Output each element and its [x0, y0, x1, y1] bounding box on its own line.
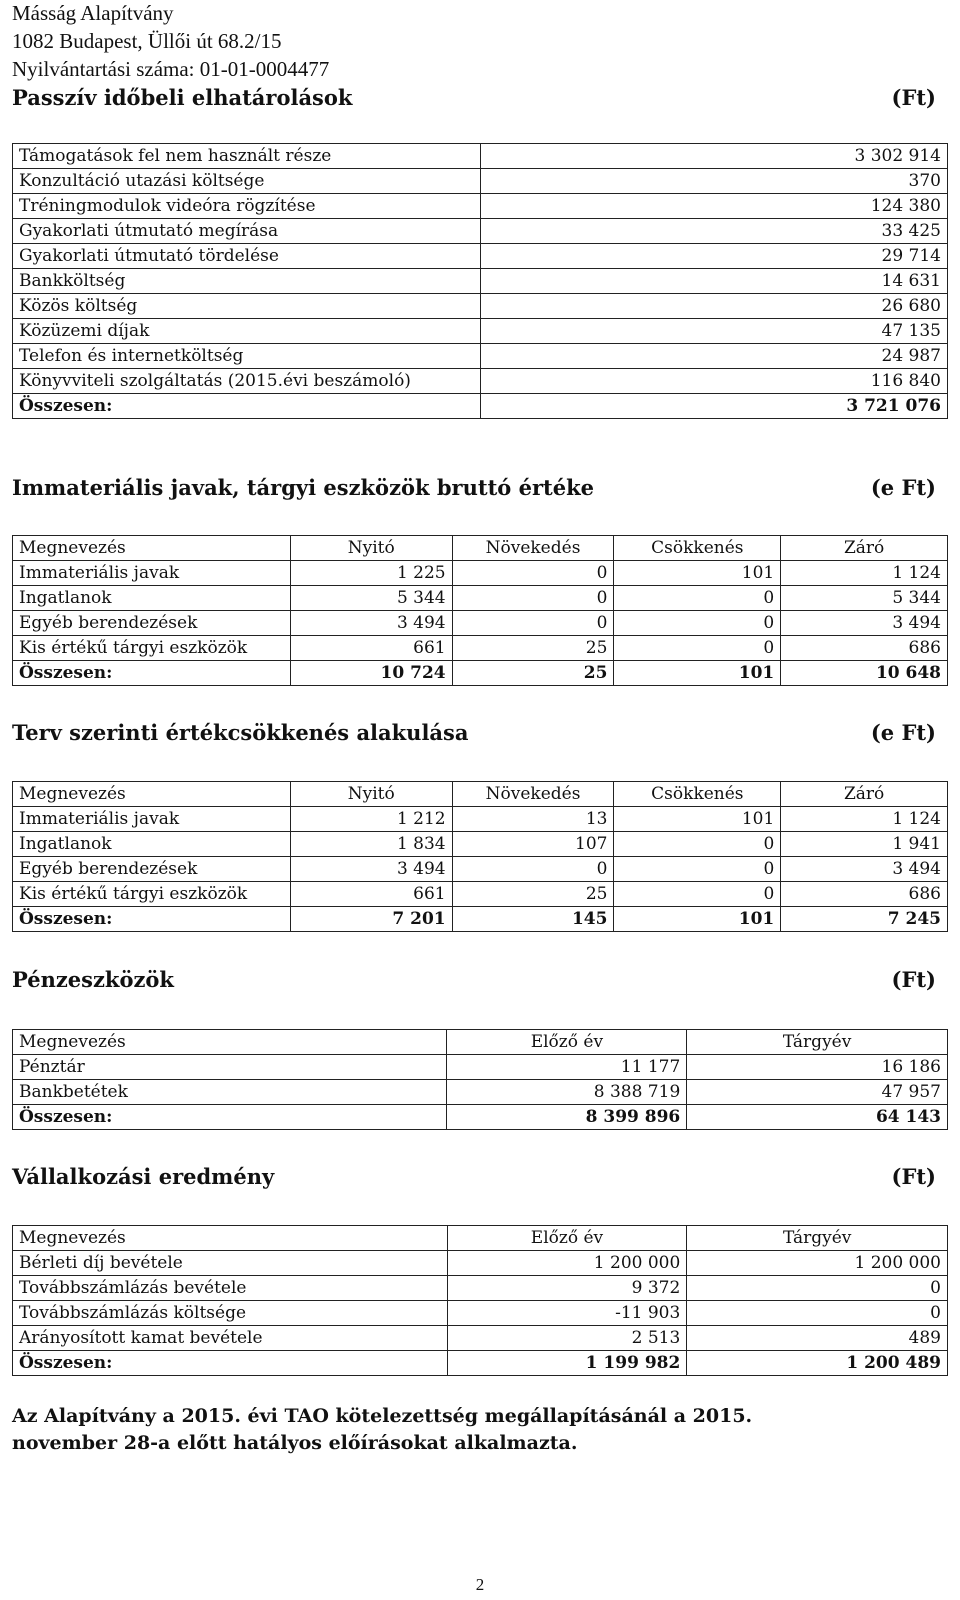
row-label: Közüzemi díjak — [13, 319, 481, 344]
cell-value: 0 — [614, 611, 781, 636]
depreciation-title: Terv szerinti értékcsökkenés alakulása — [12, 720, 469, 745]
row-label: Telefon és internetköltség — [13, 344, 481, 369]
total-label: Összesen: — [13, 394, 481, 419]
cell-value: 47 957 — [687, 1080, 948, 1105]
row-value: 124 380 — [480, 194, 947, 219]
cell-value: -11 903 — [447, 1301, 687, 1326]
cash-title: Pénzeszközök — [12, 967, 174, 992]
column-header: Megnevezés — [13, 1030, 447, 1055]
org-address: 1082 Budapest, Üllői út 68.2/15 — [12, 29, 282, 53]
row-label: Immateriális javak — [13, 561, 291, 586]
row-label: Gyakorlati útmutató megírása — [13, 219, 481, 244]
table-row — [13, 319, 948, 344]
org-registration: Nyilvántartási száma: 01-01-0004477 — [12, 57, 330, 81]
cell-value: 1 225 — [290, 561, 452, 586]
cell-value: 1 200 000 — [447, 1251, 687, 1276]
cell-value: 107 — [452, 832, 614, 857]
cell-value: 1 124 — [781, 561, 948, 586]
row-label: Bankköltség — [13, 269, 481, 294]
total-row — [13, 1105, 948, 1130]
column-header: Növekedés — [452, 536, 614, 561]
table-row — [13, 194, 948, 219]
column-header: Növekedés — [452, 782, 614, 807]
cell-value: 8 399 896 — [447, 1105, 687, 1130]
row-label: Összesen: — [13, 661, 291, 686]
row-label: Továbbszámlázás költsége — [13, 1301, 448, 1326]
row-label: Továbbszámlázás bevétele — [13, 1276, 448, 1301]
column-header: Megnevezés — [13, 782, 291, 807]
total-row — [13, 907, 948, 932]
row-label: Összesen: — [13, 1105, 447, 1130]
cell-value: 7 201 — [290, 907, 452, 932]
column-header: Csökkenés — [614, 782, 781, 807]
total-row — [13, 661, 948, 686]
cell-value: 5 344 — [290, 586, 452, 611]
row-label: Konzultáció utazási költsége — [13, 169, 481, 194]
cell-value: 25 — [452, 636, 614, 661]
cell-value: 5 344 — [781, 586, 948, 611]
row-label: Egyéb berendezések — [13, 611, 291, 636]
cell-value: 0 — [687, 1276, 948, 1301]
row-label: Arányosított kamat bevétele — [13, 1326, 448, 1351]
cell-value: 0 — [614, 636, 781, 661]
row-value: 370 — [480, 169, 947, 194]
cell-value: 25 — [452, 661, 614, 686]
cell-value: 101 — [614, 661, 781, 686]
table-row — [13, 1301, 948, 1326]
table-row — [13, 561, 948, 586]
cell-value: 1 199 982 — [447, 1351, 687, 1376]
row-value: 14 631 — [480, 269, 947, 294]
tao-note-line1: Az Alapítvány a 2015. évi TAO kötelezettség megállapításánál a 2015. — [12, 1405, 753, 1427]
business-unit: (Ft) — [891, 1164, 936, 1189]
column-header: Záró — [781, 782, 948, 807]
table-row — [13, 144, 948, 169]
row-label: Pénztár — [13, 1055, 447, 1080]
table-row — [13, 219, 948, 244]
cell-value: 0 — [452, 561, 614, 586]
cell-value: 64 143 — [687, 1105, 948, 1130]
cash-unit: (Ft) — [891, 967, 936, 992]
cell-value: 3 494 — [290, 857, 452, 882]
row-label: Bérleti díj bevétele — [13, 1251, 448, 1276]
cell-value: 3 494 — [290, 611, 452, 636]
business-title: Vállalkozási eredmény — [12, 1164, 275, 1189]
table-row — [13, 294, 948, 319]
cell-value: 13 — [452, 807, 614, 832]
header-row — [13, 1030, 948, 1055]
cell-value: 101 — [614, 561, 781, 586]
table-row — [13, 1080, 948, 1105]
column-header: Csökkenés — [614, 536, 781, 561]
table-row — [13, 611, 948, 636]
row-value: 47 135 — [480, 319, 947, 344]
row-label: Támogatások fel nem használt része — [13, 144, 481, 169]
column-header: Tárgyév — [687, 1030, 948, 1055]
total-row — [13, 394, 948, 419]
depreciation-unit: (e Ft) — [870, 720, 936, 745]
column-header: Előző év — [447, 1030, 687, 1055]
row-label: Gyakorlati útmutató tördelése — [13, 244, 481, 269]
cell-value: 0 — [614, 857, 781, 882]
cell-value: 9 372 — [447, 1276, 687, 1301]
cell-value: 686 — [781, 636, 948, 661]
total-value: 3 721 076 — [480, 394, 947, 419]
cell-value: 2 513 — [447, 1326, 687, 1351]
cell-value: 101 — [614, 907, 781, 932]
cell-value: 3 494 — [781, 611, 948, 636]
passive-unit: (Ft) — [891, 85, 936, 110]
row-label: Könyvviteli szolgáltatás (2015.évi beszámoló) — [13, 369, 481, 394]
row-label: Összesen: — [13, 1351, 448, 1376]
row-value: 26 680 — [480, 294, 947, 319]
cell-value: 10 648 — [781, 661, 948, 686]
table-row — [13, 857, 948, 882]
cell-value: 1 834 — [290, 832, 452, 857]
row-label: Ingatlanok — [13, 586, 291, 611]
column-header: Megnevezés — [13, 536, 291, 561]
table-row — [13, 882, 948, 907]
cell-value: 0 — [687, 1301, 948, 1326]
cell-value: 661 — [290, 882, 452, 907]
total-row — [13, 1351, 948, 1376]
cell-value: 16 186 — [687, 1055, 948, 1080]
gross-title: Immateriális javak, tárgyi eszközök bruttó értéke — [12, 475, 594, 500]
table-row — [13, 1276, 948, 1301]
cell-value: 3 494 — [781, 857, 948, 882]
row-label: Kis értékű tárgyi eszközök — [13, 882, 291, 907]
row-label: Kis értékű tárgyi eszközök — [13, 636, 291, 661]
table-row — [13, 244, 948, 269]
column-header: Nyitó — [290, 782, 452, 807]
passive-title: Passzív időbeli elhatárolások — [12, 85, 353, 110]
cell-value: 25 — [452, 882, 614, 907]
row-label: Immateriális javak — [13, 807, 291, 832]
table-row — [13, 1055, 948, 1080]
row-value: 29 714 — [480, 244, 947, 269]
row-label: Egyéb berendezések — [13, 857, 291, 882]
business-table — [12, 1225, 948, 1376]
table-row — [13, 1326, 948, 1351]
cell-value: 0 — [452, 857, 614, 882]
table-row — [13, 369, 948, 394]
cell-value: 661 — [290, 636, 452, 661]
cell-value: 1 212 — [290, 807, 452, 832]
cell-value: 0 — [452, 586, 614, 611]
table-row — [13, 832, 948, 857]
cell-value: 0 — [452, 611, 614, 636]
row-value: 3 302 914 — [480, 144, 947, 169]
row-value: 24 987 — [480, 344, 947, 369]
table-row — [13, 636, 948, 661]
cell-value: 145 — [452, 907, 614, 932]
row-label: Közös költség — [13, 294, 481, 319]
cell-value: 8 388 719 — [447, 1080, 687, 1105]
gross-unit: (e Ft) — [870, 475, 936, 500]
row-label: Tréningmodulok videóra rögzítése — [13, 194, 481, 219]
table-row — [13, 586, 948, 611]
org-name: Másság Alapítvány — [12, 1, 174, 25]
cell-value: 10 724 — [290, 661, 452, 686]
cell-value: 11 177 — [447, 1055, 687, 1080]
cell-value: 0 — [614, 882, 781, 907]
table-row — [13, 169, 948, 194]
header-row — [13, 782, 948, 807]
cell-value: 101 — [614, 807, 781, 832]
cell-value: 1 124 — [781, 807, 948, 832]
table-row — [13, 269, 948, 294]
table-row — [13, 807, 948, 832]
column-header: Nyitó — [290, 536, 452, 561]
page-number: 2 — [475, 1575, 485, 1594]
cell-value: 0 — [614, 586, 781, 611]
cell-value: 1 941 — [781, 832, 948, 857]
cell-value: 7 245 — [781, 907, 948, 932]
passive-table — [12, 143, 948, 419]
header-row — [13, 1226, 948, 1251]
column-header: Záró — [781, 536, 948, 561]
gross-table — [12, 535, 948, 686]
column-header: Tárgyév — [687, 1226, 948, 1251]
cell-value: 1 200 000 — [687, 1251, 948, 1276]
table-row — [13, 1251, 948, 1276]
cell-value: 0 — [614, 832, 781, 857]
row-label: Ingatlanok — [13, 832, 291, 857]
header-row — [13, 536, 948, 561]
cell-value: 489 — [687, 1326, 948, 1351]
depreciation-table — [12, 781, 948, 932]
cell-value: 686 — [781, 882, 948, 907]
row-label: Összesen: — [13, 907, 291, 932]
column-header: Megnevezés — [13, 1226, 448, 1251]
row-value: 33 425 — [480, 219, 947, 244]
column-header: Előző év — [447, 1226, 687, 1251]
table-row — [13, 344, 948, 369]
row-label: Bankbetétek — [13, 1080, 447, 1105]
row-value: 116 840 — [480, 369, 947, 394]
cell-value: 1 200 489 — [687, 1351, 948, 1376]
tao-note-line2: november 28-a előtt hatályos előírásokat alkalmazta. — [12, 1432, 578, 1454]
cash-table — [12, 1029, 948, 1130]
